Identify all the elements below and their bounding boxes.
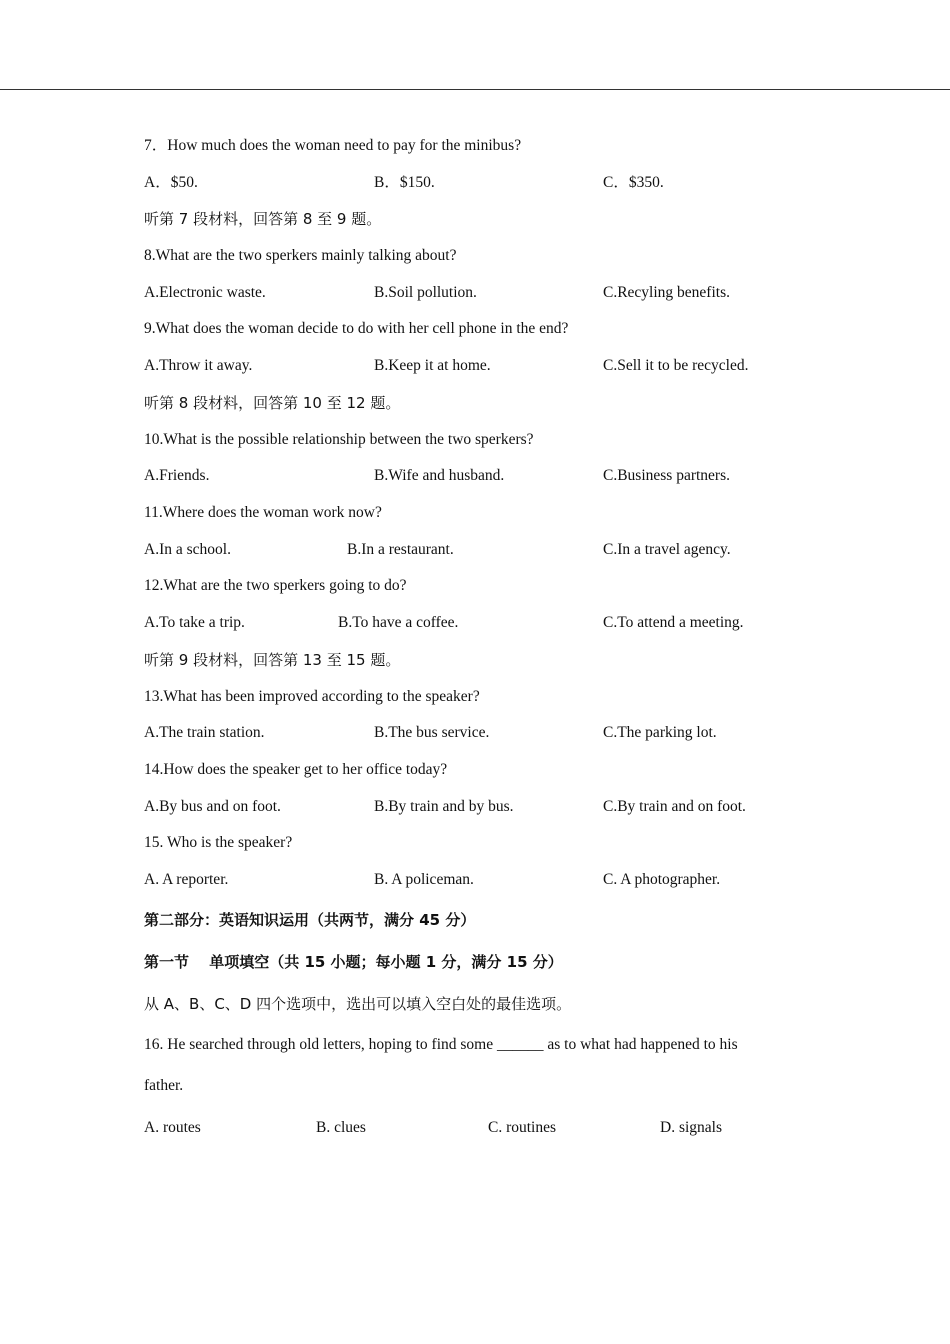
question-9-option-b: B.Keep it at home. [374,357,491,374]
section-9-instruction: 听第 9 段材料，回答第 13 至 15 题。 [144,651,401,669]
section-7-instruction: 听第 7 段材料，回答第 8 至 9 题。 [144,210,382,228]
question-13-option-a: A.The train station. [144,724,265,741]
question-10-option-a: A.Friends. [144,467,210,484]
question-11-option-b: B.In a restaurant. [347,541,454,558]
question-15-stem: 15. Who is the speaker? [144,834,293,851]
question-9-option-c: C.Sell it to be recycled. [603,357,749,374]
question-10-stem: 10.What is the possible relationship between the two sperkers? [144,431,534,448]
question-16-option-d: D. signals [660,1119,722,1136]
question-12-option-c: C.To attend a meeting. [603,614,744,631]
question-15-option-b: B. A policeman. [374,871,474,888]
header-rule [0,89,950,90]
question-14-option-b: B.By train and by bus. [374,798,514,815]
question-14-stem: 14.How does the speaker get to her office today? [144,761,448,778]
question-7-stem: 7．How much does the woman need to pay for the minibus? [144,137,522,154]
question-16-stem-line-1: 16. He searched through old letters, hoping to find some ______ as to what had happened to his [144,1036,738,1053]
question-12-option-a: A.To take a trip. [144,614,245,631]
question-12-stem: 12.What are the two sperkers going to do? [144,577,407,594]
question-9-option-a: A.Throw it away. [144,357,253,374]
question-8-option-c: C.Recyling benefits. [603,284,730,301]
question-13-option-b: B.The bus service. [374,724,490,741]
question-14-option-a: A.By bus and on foot. [144,798,281,815]
part-2-heading: 第二部分：英语知识运用（共两节，满分 45 分） [144,911,476,929]
section-8-instruction: 听第 8 段材料，回答第 10 至 12 题。 [144,394,401,412]
question-16-stem-line-2: father. [144,1077,184,1094]
question-16-option-c: C. routines [488,1119,557,1136]
question-7-option-c: C．$350. [603,174,664,191]
question-13-option-c: C.The parking lot. [603,724,717,741]
section-1-heading: 第一节 单项填空（共 15 小题；每小题 1 分，满分 15 分） [144,953,563,971]
question-15-option-c: C. A photographer. [603,871,721,888]
question-8-option-a: A.Electronic waste. [144,284,266,301]
instruction-text: 从 A、B、C、D 四个选项中，选出可以填入空白处的最佳选项。 [144,995,572,1013]
question-15-option-a: A. A reporter. [144,871,229,888]
question-11-option-c: C.In a travel agency. [603,541,731,558]
question-8-stem: 8.What are the two sperkers mainly talking about? [144,247,457,264]
question-7-option-b: B．$150. [374,174,435,191]
question-10-option-c: C.Business partners. [603,467,731,484]
question-13-stem: 13.What has been improved according to the speaker? [144,688,480,705]
question-16-option-a: A. routes [144,1119,201,1136]
question-14-option-c: C.By train and on foot. [603,798,746,815]
question-10-option-b: B.Wife and husband. [374,467,505,484]
question-9-stem: 9.What does the woman decide to do with her cell phone in the end? [144,320,569,337]
question-11-stem: 11.Where does the woman work now? [144,504,382,521]
question-16-option-b: B. clues [316,1119,366,1136]
question-7-option-a: A．$50. [144,174,198,191]
question-11-option-a: A.In a school. [144,541,231,558]
question-12-option-b: B.To have a coffee. [338,614,459,631]
question-8-option-b: B.Soil pollution. [374,284,477,301]
